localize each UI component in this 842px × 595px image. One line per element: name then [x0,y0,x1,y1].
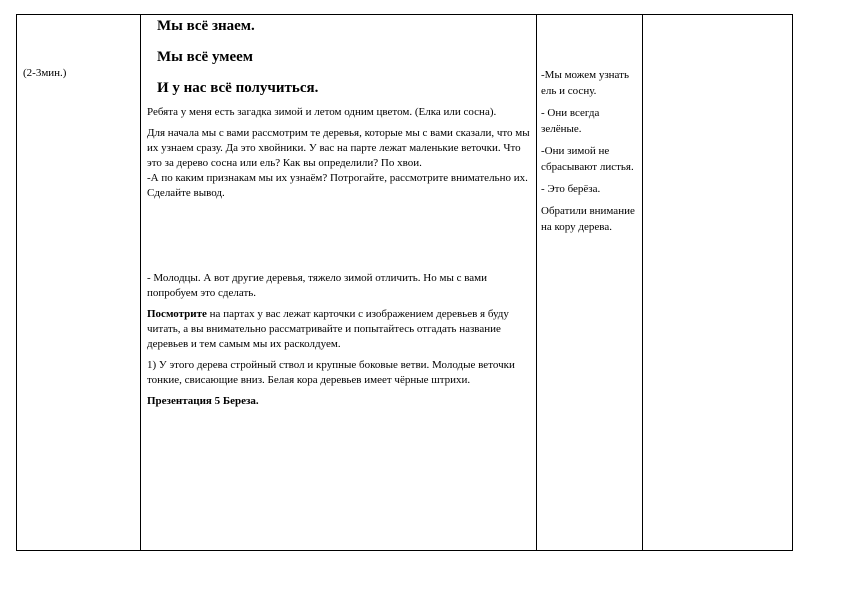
time-cell [17,15,141,551]
praise-text: - Молодцы. А вот другие деревья, тяжело зимой отличить. Но мы с вами попробуем это сделать. [147,272,488,299]
tree-description: 1) У этого дерева стройный ствол и крупные боковые ветви. Молодые веточки тонкие, свисающие вниз. Белая кора деревьев имеет чёрные штрихи. [147,359,515,386]
teacher-activity-cell [141,15,537,551]
riddle-text: Ребята у меня есть загадка зимой и летом одним цветом. (Елка или сосна). [147,106,497,118]
pupil-answer-3: -Они зимой не сбрасывают листья. [541,145,634,173]
intro-text: Для начала мы с вами рассмотрим те деревья, которые мы с вами сказали, что мы их узнаем сразу. Да это хвойники. У вас на парте лежат маленькие веточки. Что это за дерево сосна или ель? Как вы определили? По хвои. [147,127,530,169]
presentation-note: Презентация 5 Береза. [147,395,259,407]
table-row [17,15,793,551]
pupil-answer-2: - Они всегда зелёные. [541,107,600,135]
notes-cell [643,15,793,551]
cards-instruction-rest: на партах у вас лежат карточки с изображением деревьев я буду читать, а вы внимательно рассматривайте и попытайтесь отгадать название деревьев и тем самым мы их расколдуем. [147,308,509,350]
cards-lead-word: Посмотрите [147,308,207,320]
pupil-answer-5: Обратили внимание на кору дерева. [541,205,635,233]
question-text: -А по каким признакам мы их узнаём? Потрогайте, рассмотрите внимательно их. Сделайте вывод. [147,172,528,199]
lesson-plan-table [16,14,793,551]
verse-line-2: Мы всё умеем [157,49,254,65]
verse-line-3: И у нас всё получиться. [157,80,319,96]
pupil-answer-4: - Это берёза. [541,183,601,195]
pupil-answer-1: -Мы можем узнать ель и сосну. [541,69,629,97]
stage-duration: (2-3мин.) [23,67,67,79]
verse-line-1: Мы всё знаем. [157,18,255,34]
cards-instruction [147,307,532,352]
pupil-activity-cell [537,15,643,551]
